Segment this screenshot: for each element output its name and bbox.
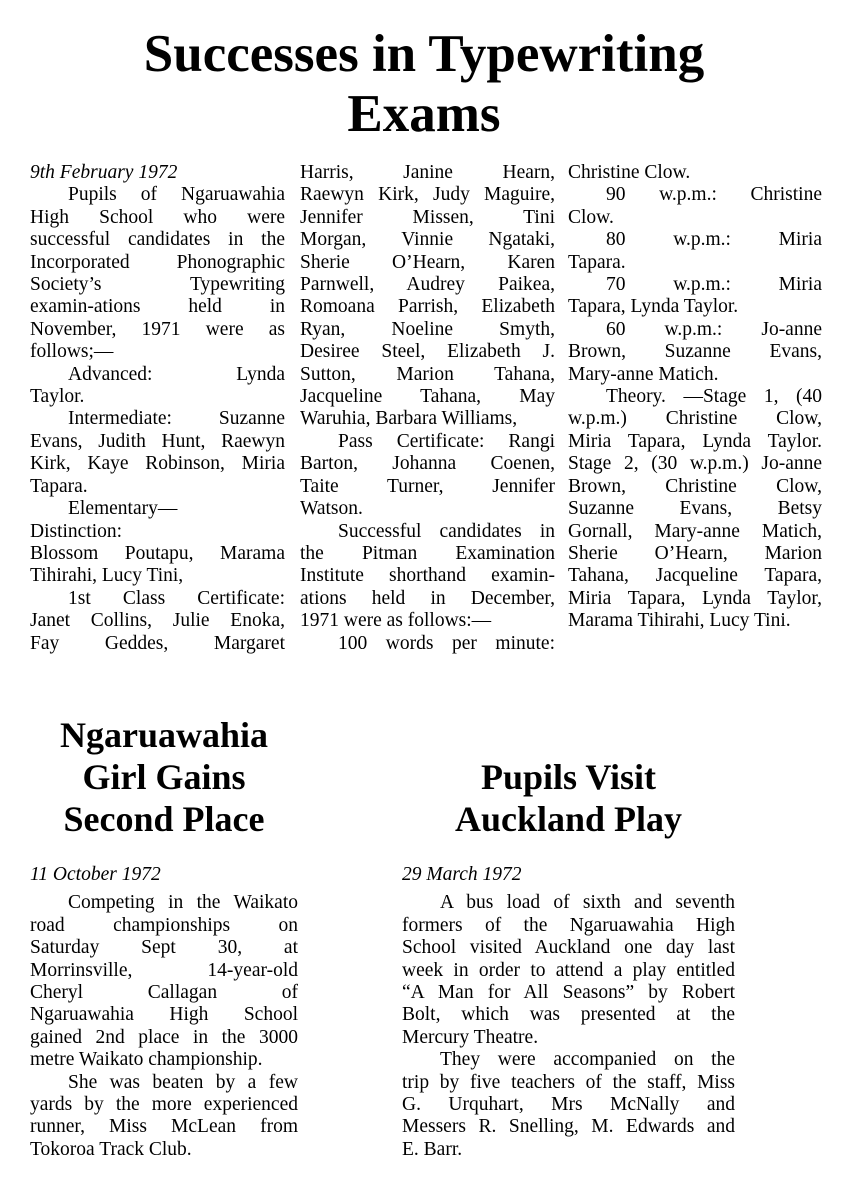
text-line: Sherie O’Hearn, Karen [300, 251, 555, 273]
text-line: yards by the more experienced [30, 1094, 298, 1116]
text-line: She was beaten by a few [68, 1071, 298, 1093]
text-line: road championships on [30, 914, 298, 936]
text-line: Pupils of Ngaruawahia [68, 184, 285, 206]
text-line: 80 w.p.m.: Miria [606, 229, 822, 251]
text-line: successful candidates in the [30, 229, 285, 251]
text-line: Kirk, Kaye Robinson, Miria [30, 453, 285, 475]
text-line: Taylor. [30, 386, 85, 408]
text-line: 70 w.p.m.: Miria [606, 274, 822, 296]
text-line: “A Man for All Seasons” by Robert [402, 982, 735, 1004]
second-place-article [30, 714, 298, 1161]
text-line: Bolt, which was presented at the [402, 1004, 735, 1026]
text-line: formers of the Ngaruawahia High [402, 914, 735, 936]
text-line: 1st Class Certificate: [68, 587, 285, 609]
typewriting-article-column-2-text [300, 162, 555, 655]
text-line: Intermediate: Suzanne [68, 408, 285, 430]
headline-line: Girl Gains [82, 757, 246, 797]
text-line: ations held in December, [300, 587, 555, 609]
text-line: Barton, Johanna Coenen, [300, 453, 555, 475]
text-line: Jacqueline Tahana, May [300, 386, 555, 408]
text-line: 60 w.p.m.: Jo-anne [606, 318, 822, 340]
text-line: E. Barr. [402, 1138, 463, 1160]
text-line: Distinction: [30, 520, 123, 542]
text-line: Jennifer Missen, Tini [300, 206, 555, 228]
text-line: Saturday Sept 30, at [30, 937, 298, 959]
text-line: Morrinsville, 14-year-old [30, 959, 298, 981]
headline-typewriting-exams [0, 24, 848, 144]
text-line: week in order to attend a play entitled [402, 959, 735, 981]
text-line: Brown, Christine Clow, [568, 475, 822, 497]
headline-auckland-play [402, 756, 735, 840]
text-line: Society’s Typewriting [30, 274, 285, 296]
text-line: Janet Collins, Julie Enoka, [30, 610, 285, 632]
text-line: runner, Miss McLean from [30, 1116, 298, 1138]
text-line: Gornall, Mary-anne Matich, [568, 520, 822, 542]
text-line: Cheryl Callagan of [30, 982, 298, 1004]
text-line: Mary-anne Matich. [568, 363, 719, 385]
text-line: 100 words per minute: [338, 632, 555, 654]
text-line: Marama Tihirahi, Lucy Tini. [568, 610, 791, 632]
text-line: examin-ations held in [30, 296, 285, 318]
text-line: Suzanne Evans, Betsy [568, 498, 822, 520]
text-line: Tokoroa Track Club. [30, 1138, 192, 1160]
text-line: Taite Turner, Jennifer [300, 475, 555, 497]
text-line: Raewyn Kirk, Judy Maguire, [300, 184, 555, 206]
text-line: w.p.m.) Christine Clow, [568, 408, 822, 430]
second-place-article-text [30, 892, 298, 1161]
text-line: gained 2nd place in the 3000 [30, 1026, 298, 1048]
text-line: 90 w.p.m.: Christine [606, 184, 822, 206]
auckland-play-article-text [402, 892, 735, 1161]
text-line: Sherie O’Hearn, Marion [568, 542, 822, 564]
text-line: G. Urquhart, Mrs McNally and [402, 1094, 735, 1116]
text-line: Competing in the Waikato [68, 892, 298, 914]
text-line: Miria Tapara, Lynda Taylor. [568, 430, 822, 452]
text-line: 1971 were as follows:— [300, 610, 492, 632]
text-line: Incorporated Phonographic [30, 251, 285, 273]
text-line: Brown, Suzanne Evans, [568, 341, 822, 363]
text-line: Sutton, Marion Tahana, [300, 363, 555, 385]
text-line: Messers R. Snelling, M. Edwards and [402, 1116, 735, 1138]
text-line: Morgan, Vinnie Ngataki, [300, 229, 555, 251]
text-line: Desiree Steel, Elizabeth J. [300, 341, 555, 363]
second-place-article-date: 11 October 1972 [30, 864, 161, 885]
text-line: They were accompanied on the [440, 1049, 735, 1071]
typewriting-article-column-3-text [568, 162, 822, 633]
headline-line: Pupils Visit [480, 757, 657, 797]
text-line: Parnwell, Audrey Paikea, [300, 274, 555, 296]
auckland-play-article-date: 29 March 1972 [402, 864, 522, 885]
text-line: Evans, Judith Hunt, Raewyn [30, 430, 285, 452]
text-line: Tihirahi, Lucy Tini, [30, 565, 184, 587]
text-line: Romoana Parrish, Elizabeth [300, 296, 555, 318]
typewriting-article-column-1 [30, 162, 285, 655]
headline-line: Exams [347, 85, 501, 143]
text-line: Successful candidates in [338, 520, 555, 542]
text-line: trip by five teachers of the staff, Miss [402, 1071, 735, 1093]
text-line: Mercury Theatre. [402, 1026, 539, 1048]
headline-line: Ngaruawahia [59, 715, 269, 755]
typewriting-article-column-1-text [30, 184, 285, 655]
typewriting-article-date: 9th February 1972 [30, 162, 178, 183]
text-line: Institute shorthand examin- [300, 565, 555, 587]
text-line: Harris, Janine Hearn, [300, 162, 555, 183]
text-line: Christine Clow. [568, 162, 691, 183]
text-line: metre Waikato championship. [30, 1049, 263, 1071]
typewriting-article-column-2 [300, 162, 555, 655]
text-line: Waruhia, Barbara Williams, [300, 408, 518, 430]
text-line: Theory. —Stage 1, (40 [606, 386, 822, 408]
auckland-play-article [402, 756, 735, 1161]
text-line: Fay Geddes, Margaret [30, 632, 285, 654]
headline-second-place [30, 714, 298, 840]
text-line: Miria Tapara, Lynda Taylor, [568, 587, 822, 609]
headline-line: Auckland Play [454, 799, 683, 839]
text-line: High School who were [30, 206, 285, 228]
text-line: A bus load of sixth and seventh [440, 892, 735, 914]
text-line: Ngaruawahia High School [30, 1004, 298, 1026]
text-line: follows;— [30, 341, 114, 363]
text-line: Advanced: Lynda [68, 363, 285, 385]
text-line: the Pitman Examination [300, 542, 555, 564]
text-line: School visited Auckland one day last [402, 937, 735, 959]
text-line: Pass Certificate: Rangi [338, 430, 555, 452]
headline-line: Successes in Typewriting [143, 25, 705, 83]
text-line: Tapara. [568, 251, 626, 273]
text-line: Watson. [300, 498, 363, 520]
text-line: Tapara. [30, 475, 88, 497]
text-line: Blossom Poutapu, Marama [30, 542, 285, 564]
text-line: Clow. [568, 206, 614, 228]
text-line: Ryan, Noeline Smyth, [300, 318, 555, 340]
text-line: Stage 2, (30 w.p.m.) Jo-anne [568, 453, 822, 475]
text-line: Elementary— [68, 498, 178, 520]
text-line: Tapara, Lynda Taylor. [568, 296, 739, 318]
typewriting-article-column-3 [568, 162, 822, 633]
headline-line: Second Place [63, 799, 265, 839]
text-line: November, 1971 were as [30, 318, 285, 340]
text-line: Tahana, Jacqueline Tapara, [568, 565, 822, 587]
